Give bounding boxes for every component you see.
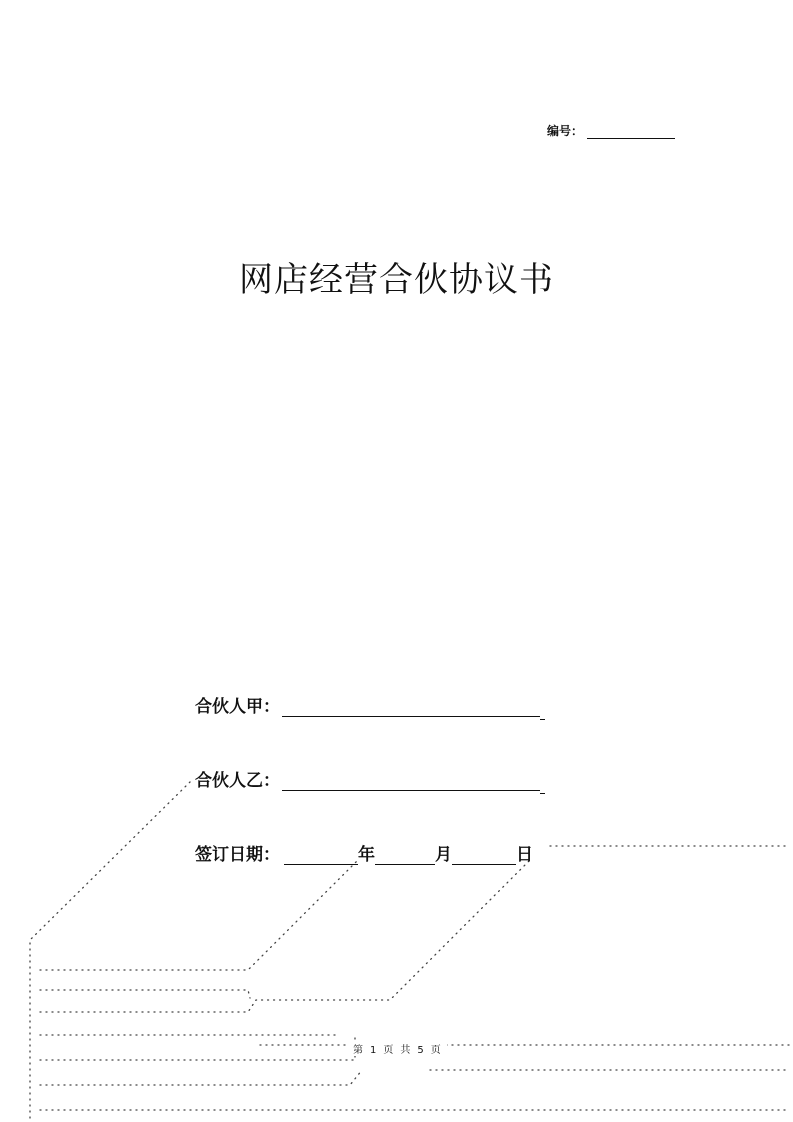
total-word: 页	[430, 1045, 442, 1056]
document-number-label: 编号：	[547, 124, 584, 138]
partner-b-blank-tail	[540, 785, 545, 794]
total-page-count: 5	[417, 1045, 425, 1056]
document-number-blank[interactable]	[587, 126, 675, 139]
partner-b-label: 合伙人乙：	[195, 771, 280, 791]
day-unit: 日	[516, 845, 533, 865]
current-page-number: 1	[370, 1045, 378, 1056]
page-prefix: 第	[353, 1045, 364, 1056]
partner-b-field	[195, 766, 545, 791]
signing-date-label: 签订日期：	[195, 845, 280, 865]
document-number-field	[547, 122, 675, 139]
month-blank[interactable]	[375, 850, 435, 865]
year-unit: 年	[358, 845, 375, 865]
day-blank[interactable]	[452, 850, 516, 865]
partner-a-blank[interactable]	[282, 702, 540, 717]
page-number-footer	[348, 1041, 447, 1056]
partner-a-label: 合伙人甲：	[195, 697, 280, 717]
page-word: 页	[383, 1045, 395, 1056]
partner-a-blank-tail	[540, 711, 545, 720]
signing-date-field	[195, 840, 533, 865]
year-blank[interactable]	[284, 850, 358, 865]
partner-b-blank[interactable]	[282, 776, 540, 791]
document-title: 网店经营合伙协议书	[239, 260, 554, 300]
month-unit: 月	[435, 845, 452, 865]
total-prefix: 共	[400, 1045, 412, 1056]
partner-a-field	[195, 692, 545, 717]
